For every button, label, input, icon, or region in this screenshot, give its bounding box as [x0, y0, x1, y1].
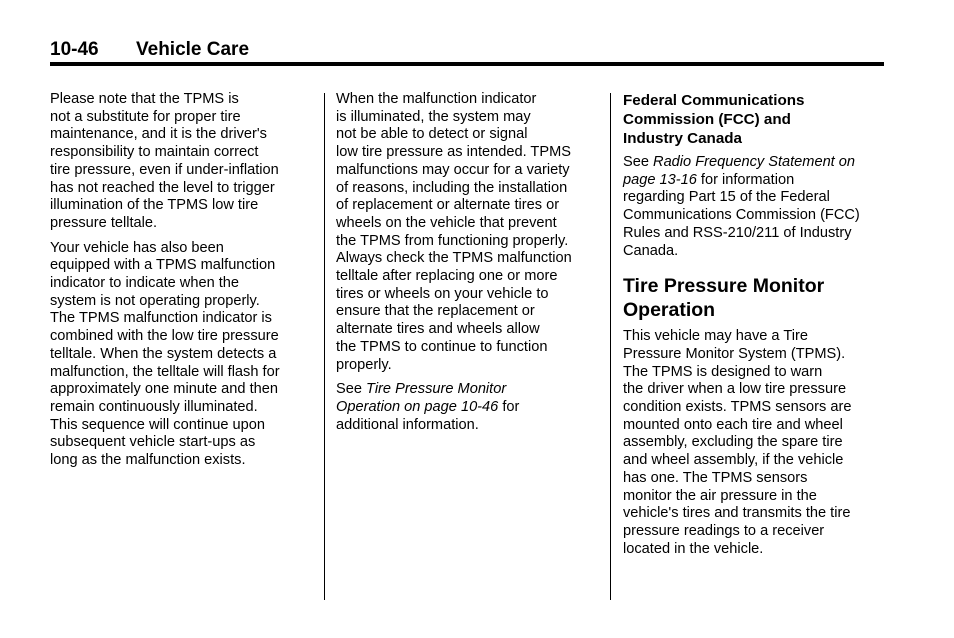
- text-line: Please note that the TPMS is: [50, 91, 239, 107]
- text-line: regarding Part 15 of the Federal: [623, 189, 830, 206]
- text-line: of replacement or alternate tires or: [336, 197, 560, 214]
- column-left: [50, 91, 312, 477]
- text-line: Communications Commission (FCC): [623, 207, 860, 224]
- text-line: combined with the low tire pressure: [50, 328, 279, 345]
- text-line: tires or wheels on your vehicle to: [336, 285, 549, 302]
- text-line: pressure readings to a receiver: [623, 522, 825, 539]
- text-line: assembly, excluding the spare tire: [623, 434, 843, 451]
- paragraph: [336, 381, 602, 434]
- text-line: indicator to indicate when the: [50, 275, 240, 292]
- text-fragment: for: [498, 398, 520, 415]
- text-line: of reasons, including the installation: [336, 179, 568, 196]
- page-header: [50, 38, 884, 62]
- column-right: [623, 91, 889, 565]
- text-line: [623, 154, 889, 172]
- text-line: system is not operating properly.: [50, 292, 260, 309]
- text-line: maintenance, and it is the driver's: [50, 126, 267, 143]
- column-divider: [610, 93, 611, 600]
- text-line: the TPMS from functioning properly.: [336, 232, 569, 249]
- subsection-heading: [623, 91, 889, 148]
- text-line: Pressure Monitor System (TPMS).: [623, 345, 846, 362]
- text-line: The TPMS is designed to warn: [623, 363, 823, 380]
- text-line: [623, 172, 889, 190]
- cross-reference-link[interactable]: Operation on page 10-46: [336, 398, 499, 415]
- text-line: equipped with a TPMS malfunction: [50, 257, 276, 274]
- text-line: is illuminated, the system may: [336, 108, 531, 125]
- text-line: not be able to detect or signal: [336, 126, 528, 143]
- cross-reference-link[interactable]: Tire Pressure Monitor: [366, 381, 507, 398]
- text-line: ensure that the replacement or: [336, 303, 535, 320]
- text-line: wheels on the vehicle that prevent: [336, 214, 557, 231]
- text-line: illumination of the TPMS low tire: [50, 197, 259, 214]
- text-line: located in the vehicle.: [623, 540, 764, 557]
- paragraph: [623, 328, 889, 558]
- text-line: Rules and RSS-210/211 of Industry: [623, 224, 852, 241]
- text-line: additional information.: [336, 416, 479, 433]
- paragraph: [50, 240, 312, 470]
- text-line: alternate tires and wheels allow: [336, 321, 540, 338]
- text-line: Always check the TPMS malfunction: [336, 250, 572, 267]
- section-heading: [623, 274, 889, 322]
- text-line: not a substitute for proper tire: [50, 108, 241, 125]
- text-line: This sequence will continue upon: [50, 416, 265, 433]
- text-line: Your vehicle has also been: [50, 239, 224, 256]
- text-line: condition exists. TPMS sensors are: [623, 399, 852, 416]
- text-line: malfunctions may occur for a variety: [336, 161, 570, 178]
- page-number: 10-46: [50, 39, 99, 60]
- text-line: subsequent vehicle start-ups as: [50, 434, 256, 451]
- section-title: Vehicle Care: [136, 39, 250, 60]
- text-line: long as the malfunction exists.: [50, 452, 246, 469]
- column-middle: [336, 91, 602, 441]
- heading-line: Operation: [623, 299, 716, 322]
- text-line: has not reached the level to trigger: [50, 179, 275, 196]
- text-line: When the malfunction indicator: [336, 91, 537, 107]
- text-line: telltale after replacing one or more: [336, 268, 558, 285]
- heading-line: Federal Communications: [623, 92, 805, 109]
- text-line: The TPMS malfunction indicator is: [50, 310, 272, 327]
- heading-line: Commission (FCC) and: [623, 111, 791, 128]
- see-text: See: [336, 381, 367, 398]
- text-line: mounted onto each tire and wheel: [623, 416, 843, 433]
- text-line: and wheel assembly, if the vehicle: [623, 452, 844, 469]
- heading-line: Tire Pressure Monitor: [623, 275, 825, 298]
- text-fragment: for information: [696, 171, 795, 188]
- text-line: properly.: [336, 356, 392, 373]
- text-line: pressure telltale.: [50, 214, 158, 231]
- text-line: low tire pressure as intended. TPMS: [336, 144, 571, 161]
- text-line: has one. The TPMS sensors: [623, 469, 808, 486]
- see-text: See: [623, 154, 654, 170]
- text-line: responsibility to maintain correct: [50, 144, 259, 161]
- paragraph: [336, 91, 602, 374]
- text-line: the driver when a low tire pressure: [623, 381, 847, 398]
- text-line: [336, 399, 602, 417]
- cross-reference-link[interactable]: page 13-16: [623, 171, 697, 188]
- text-line: remain continuously illuminated.: [50, 398, 258, 415]
- paragraph: [50, 91, 312, 233]
- text-line: Canada.: [623, 242, 679, 259]
- text-line: malfunction, the telltale will flash for: [50, 363, 280, 380]
- text-line: [336, 381, 602, 399]
- column-divider: [324, 93, 325, 600]
- text-line: monitor the air pressure in the: [623, 487, 817, 504]
- text-line: tire pressure, even if under-inflation: [50, 161, 279, 178]
- paragraph: [623, 154, 889, 260]
- text-line: telltale. When the system detects a: [50, 345, 277, 362]
- cross-reference-link[interactable]: Radio Frequency Statement on: [653, 154, 856, 170]
- text-line: approximately one minute and then: [50, 381, 278, 398]
- text-line: the TPMS to continue to function: [336, 338, 548, 355]
- heading-line: Industry Canada: [623, 130, 742, 147]
- text-line: This vehicle may have a Tire: [623, 328, 808, 345]
- text-line: vehicle's tires and transmits the tire: [623, 505, 851, 522]
- header-rule: [50, 62, 884, 66]
